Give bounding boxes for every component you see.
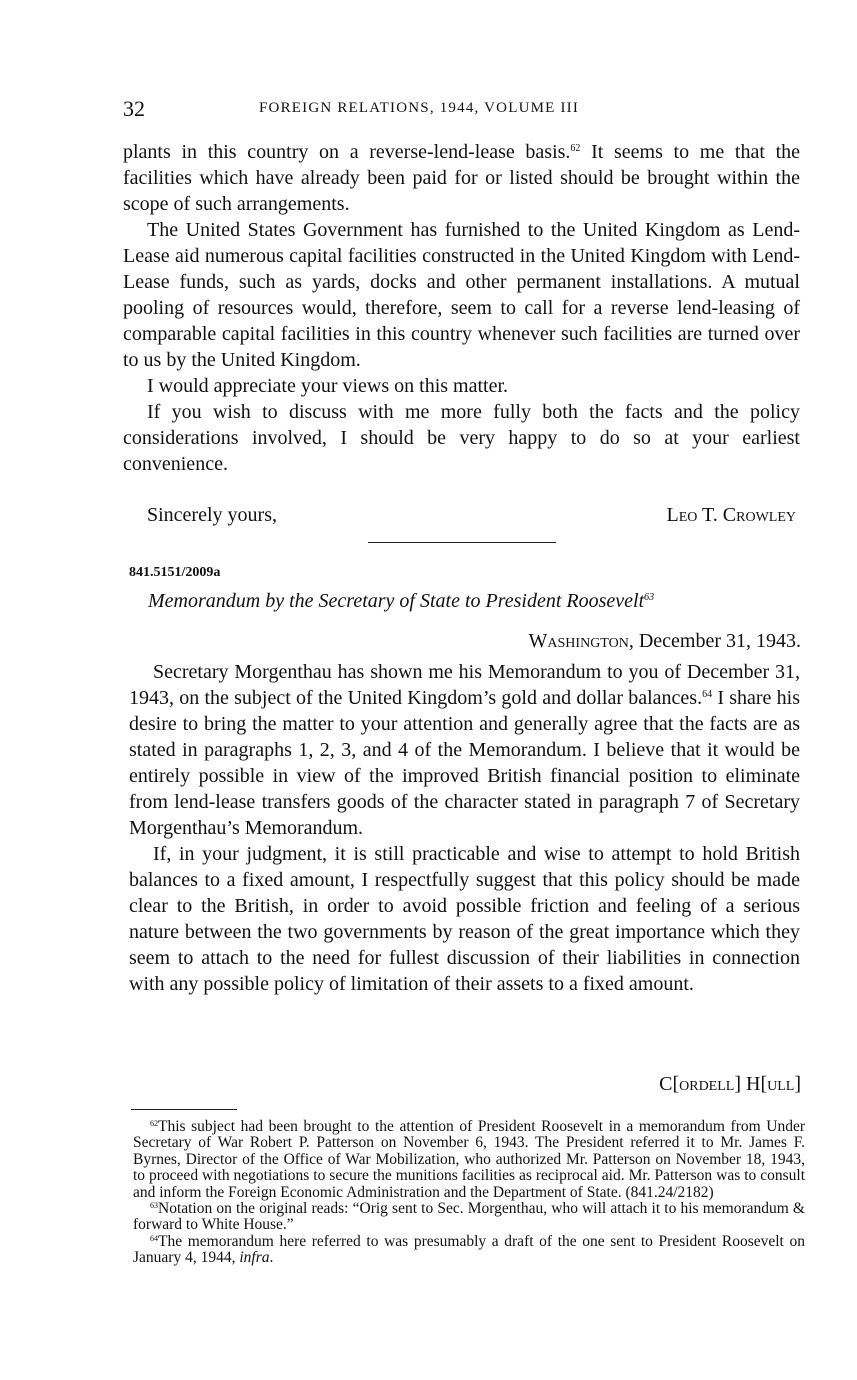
- letter-paragraph: If you wish to discuss with me more fully both the facts and the policy considerations involved, I should be very happy to do so at your earliest convenience.: [123, 401, 800, 475]
- letter-closing: Sincerely yours,: [147, 504, 277, 526]
- memo-title: Memorandum by the Secretary of State to President Roosevelt$^{63}$: [148, 590, 655, 612]
- letter-signer: Leo T. Crowley: [666, 504, 796, 526]
- page-header: [123, 96, 803, 124]
- footnote-63: $^{63}$Notation on the original reads: “Orig sent to Sec. Morgenthau, who will attach it to his memorandum & forward to White House.”: [133, 1200, 805, 1234]
- footnote-64: $^{64}$The memorandum here referred to was presumably a draft of the one sent to President Roosevelt on January 4, 1944, infra.: [133, 1232, 805, 1267]
- letter-paragraph: plants in this country on a reverse-lend-lease basis.$^{62}$ It seems to me that the facilities which have already been paid for or listed should be brought within the scope of such arrangements.: [123, 141, 801, 215]
- memo-dateline: Washington, December 31, 1943.: [528, 630, 801, 652]
- memo-paragraph: Secretary Morgenthau has shown me his Memorandum to you of December 31, 1943, on the subject of the United Kingdom’s gold and dollar balances.$^{64}$ I share his desire to bring the matter to your attention and generally agree that the facts are as stated in paragraphs 1, 2, 3, and 4 of the Memorandum. I believe that it would be entirely possible in view of the improved British financial position to eliminate from lend-lease transfers goods of the character stated in paragraph 7 of Secretary Morgenthau’s Memorandum.: [129, 661, 800, 839]
- section-divider: [368, 542, 556, 543]
- letter-paragraph: The United States Government has furnished to the United Kingdom as Lend-Lease aid numerous capital facilities constructed in the United Kingdom with Lend-Lease funds, such as yards, docks and other permanent installations. A mutual pooling of resources would, therefore, seem to call for a reverse lend-leasing of comparable capital facilities in this country whenever such facilities are turned over to us by the United Kingdom.: [123, 219, 800, 371]
- letter-signature-row: [123, 504, 800, 530]
- memo-paragraph: If, in your judgment, it is still practicable and wise to attempt to hold British balances to a fixed amount, I respectfully suggest that this policy should be made clear to the British, in order to avoid possible friction and feeling of a serious nature between the two governments by reason of the great importance which they seem to attach to the need for fullest discussion of their liabilities in connection with any possible policy of limitation of their assets to a fixed amount.: [129, 843, 800, 995]
- memo-body: [129, 659, 800, 997]
- footnotes: [133, 1119, 805, 1267]
- footnote-62: $^{62}$This subject had been brought to the attention of President Roosevelt in a memorandum from Under Secretary of War Robert P. Patterson on November 6, 1943. The President referred it to Mr. James F. Byrnes, Director of the Office of War Mobilization, who authorized Mr. Patterson on November 18, 1943, to proceed with negotiations to secure the munitions facilities as reciprocal aid. Mr. Patterson was to consult and inform the Foreign Economic Administration and the Department of State. (841.24/2182): [133, 1118, 805, 1201]
- letter-body: [123, 139, 800, 477]
- footnote-ref-63[interactable]: 63: [644, 592, 655, 603]
- footnote-rule: [131, 1109, 237, 1110]
- page-number: 32: [123, 96, 145, 121]
- footnote-ref-64[interactable]: 64: [702, 689, 713, 700]
- file-number: 841.5151/2009a: [129, 565, 221, 580]
- memo-signature: C[ordell] H[ull]: [659, 1073, 801, 1095]
- footnote-ref-62[interactable]: 62: [570, 143, 581, 154]
- letter-paragraph: I would appreciate your views on this matter.: [147, 375, 509, 397]
- running-head: FOREIGN RELATIONS, 1944, VOLUME III: [259, 100, 580, 116]
